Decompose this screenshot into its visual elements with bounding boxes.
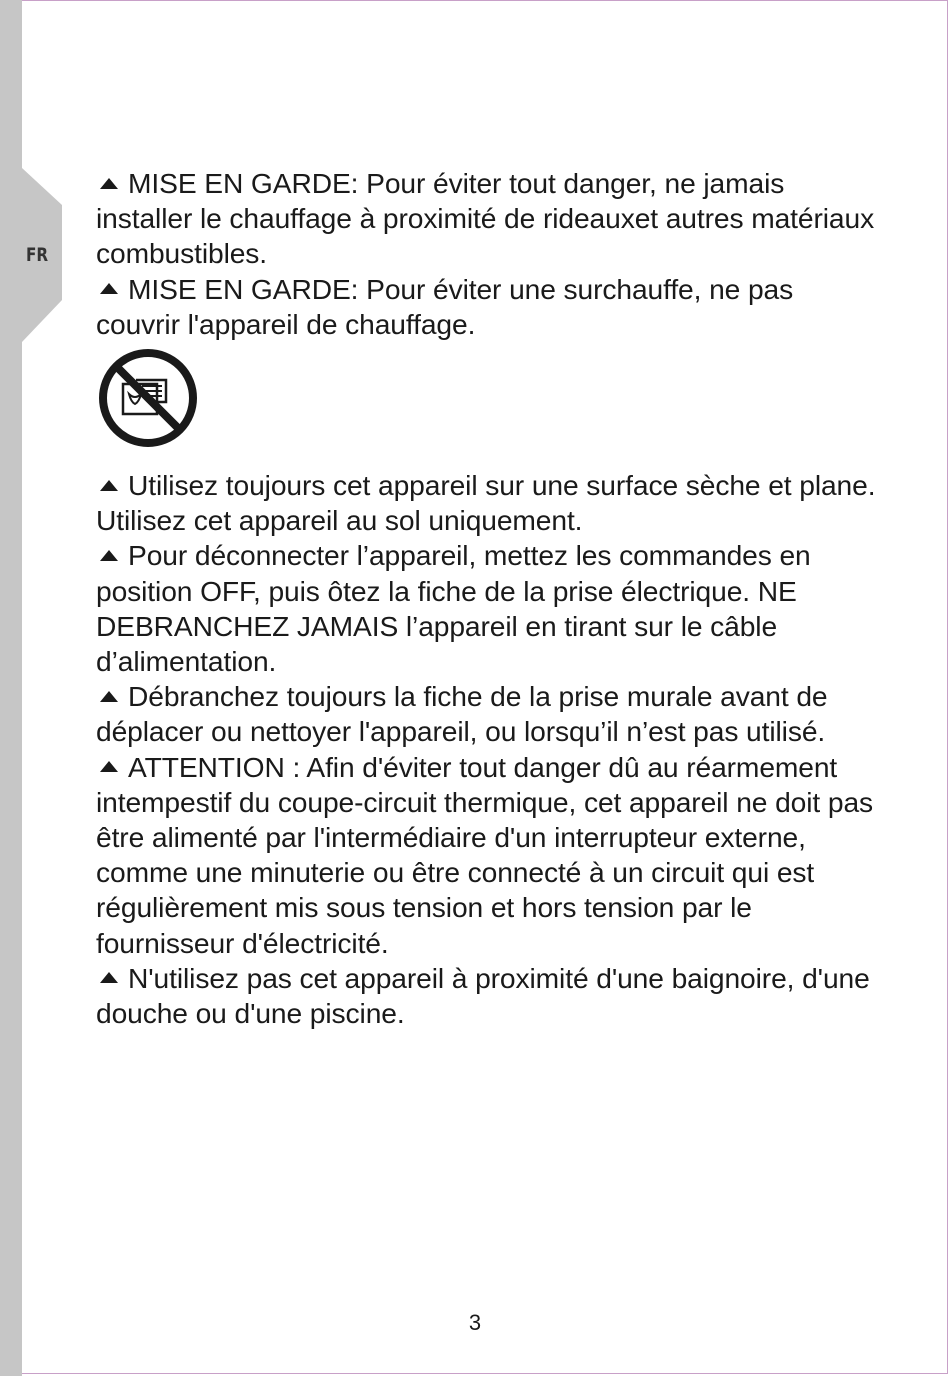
language-label: FR [26,244,49,266]
warning-item [96,538,876,679]
warning-text: MISE EN GARDE: Pour éviter tout danger, ne jamais installer le chauffage à proximité de rideauxet autres matériaux combustibles. [96,167,875,270]
language-tab [0,0,70,360]
warning-text: Utilisez toujours cet appareil sur une surface sèche et plane. Utilisez cet appareil au sol uniquement. [96,469,876,537]
warning-text: N'utilisez pas cet appareil à proximité d'une baignoire, d'une douche ou d'une piscine. [96,961,870,1030]
warning-item [96,468,876,538]
warning-triangle-icon [100,761,118,772]
warning-triangle-icon [100,550,118,561]
warning-item [96,679,876,749]
do-not-cover-symbol [96,342,876,468]
do-not-cover-icon [96,346,200,450]
warning-triangle-icon [100,691,118,702]
warning-item [96,961,876,1031]
warning-triangle-icon [100,480,118,491]
warning-item [96,166,876,272]
warning-triangle-icon [100,972,118,983]
warning-triangle-icon [100,178,118,189]
warning-text: MISE EN GARDE: Pour éviter une surchauffe, ne pas couvrir l'appareil de chauffage. [96,272,794,340]
warning-text: Pour déconnecter l’appareil, mettez les commandes en position OFF, puis ôtez la fiche de la prise électrique. NE DEBRANCHEZ JAMAIS l’appareil en tirant sur le câble d’alimentation. [96,539,811,678]
safety-instructions [96,166,876,1031]
warning-text: ATTENTION : Afin d'éviter tout danger dû au réarmement intempestif du coupe-circuit thermique, cet appareil ne doit pas être alimenté par l'intermédiaire d'un interrupteur externe, comme une minuterie ou être connecté à un circuit qui est régulièrement mis sous tension et hors tension par le fournisseur d'électricité. [96,750,874,959]
warning-triangle-icon [100,283,118,294]
page-number: 3 [468,1310,482,1335]
warning-item [96,750,876,961]
warning-item [96,272,876,342]
warning-text: Débranchez toujours la fiche de la prise murale avant de déplacer ou nettoyer l'appareil, ou lorsqu’il n’est pas utilisé. [96,680,828,748]
